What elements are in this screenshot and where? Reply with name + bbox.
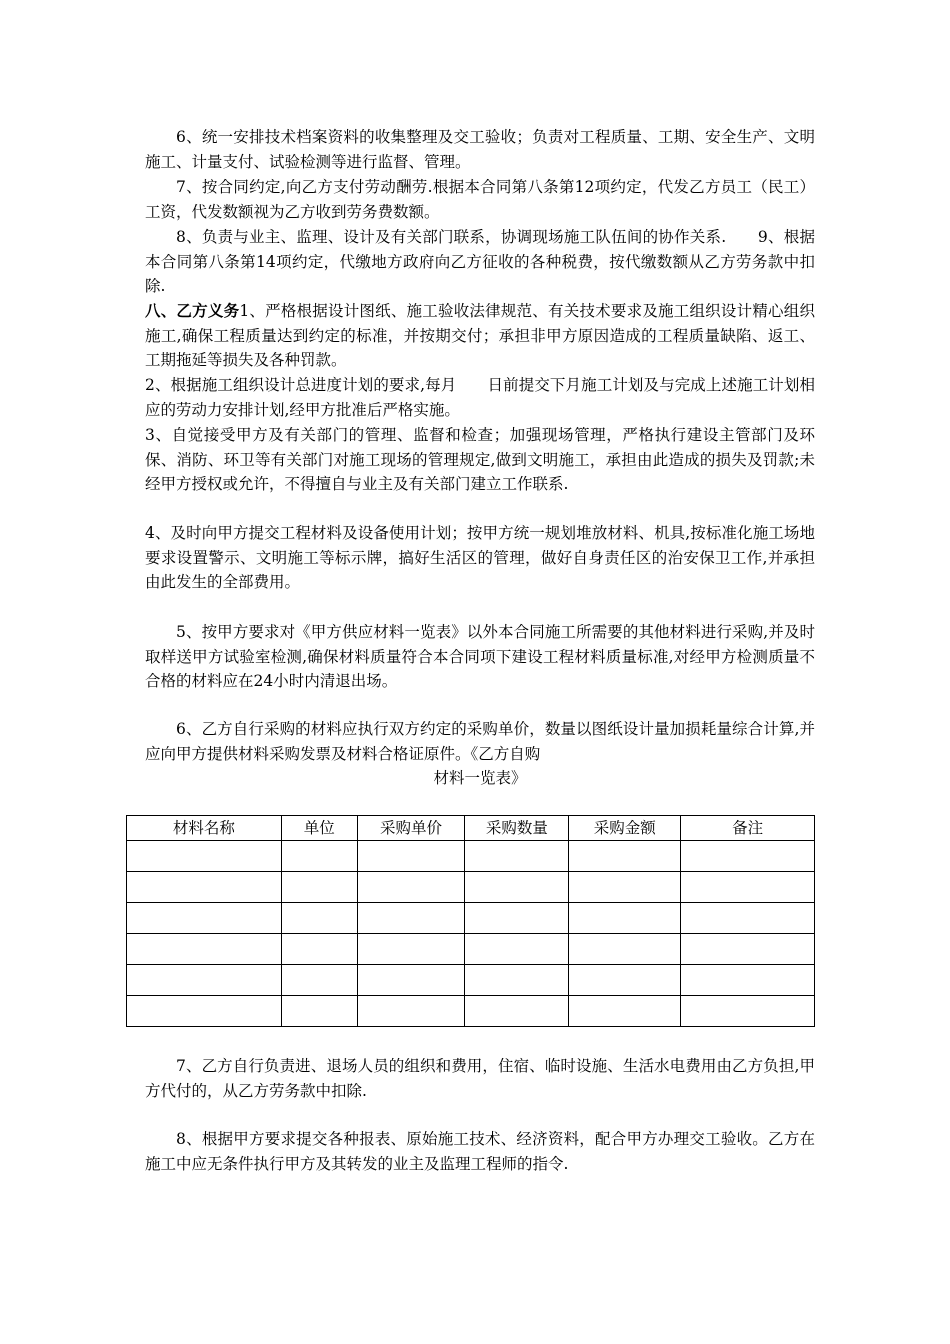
table-header-cell: 备注	[681, 816, 815, 841]
table-row	[127, 872, 815, 903]
table-cell	[681, 934, 815, 965]
table-header-cell: 单位	[281, 816, 357, 841]
table-cell	[357, 996, 465, 1027]
section-eight-item-7: 7、乙方自行负责进、退场人员的组织和费用，住宿、临时设施、生活水电费用由乙方负担,甲方代付的，从乙方劳务款中扣除.	[145, 1057, 815, 1100]
paragraph-7: 7、按合同约定,向乙方支付劳动酬劳.根据本合同第八条第12项约定，代发乙方员工（民工）工资，代发数额视为乙方收到劳务费数额。	[145, 178, 815, 221]
table-cell	[281, 841, 357, 872]
section-eight-item-4: 4、及时向甲方提交工程材料及设备使用计划；按甲方统一规划堆放材料、机具,按标准化施工场地要求设置警示、文明施工等标示牌，搞好生活区的管理，做好自身责任区的治安保卫工作,并承担由此发生的全部费用。	[145, 524, 815, 591]
table-row	[127, 841, 815, 872]
table-header-row	[127, 816, 815, 841]
table-cell	[357, 965, 465, 996]
section-eight-item-5: 5、按甲方要求对《甲方供应材料一览表》以外本合同施工所需要的其他材料进行采购,并及时取样送甲方试验室检测,确保材料质量符合本合同项下建设工程材料质量标准,对经甲方检测质量不合格的材料应在24小时内清退出场。	[145, 623, 815, 690]
table-cell	[357, 841, 465, 872]
table-header-cell: 采购金额	[569, 816, 681, 841]
table-cell	[681, 965, 815, 996]
table-row	[127, 934, 815, 965]
table-cell	[465, 841, 569, 872]
table-cell	[465, 996, 569, 1027]
paragraph-6: 6、统一安排技术档案资料的收集整理及交工验收；负责对工程质量、工期、安全生产、文明施工、计量支付、试验检测等进行监督、管理。	[145, 128, 815, 171]
table-cell	[569, 841, 681, 872]
table-cell	[569, 996, 681, 1027]
table-cell	[127, 965, 282, 996]
table-cell	[569, 903, 681, 934]
table-header-cell: 材料名称	[127, 816, 282, 841]
table-cell	[357, 872, 465, 903]
table-cell	[681, 903, 815, 934]
table-row	[127, 996, 815, 1027]
table-cell	[465, 934, 569, 965]
section-heading: 八、乙方义务	[145, 301, 240, 320]
table-cell	[281, 903, 357, 934]
table-cell	[465, 872, 569, 903]
section-eight-item-1	[145, 299, 815, 373]
table-header-cell: 采购数量	[465, 816, 569, 841]
table-cell	[569, 934, 681, 965]
table-cell	[357, 934, 465, 965]
material-table	[126, 815, 815, 1027]
section-eight-item-6-tail: 材料一览表》	[433, 769, 527, 787]
table-cell	[681, 872, 815, 903]
section-eight-item-1-text: 1、严格根据设计图纸、施工验收法律规范、有关技术要求及施工组织设计精心组织施工,确保工程质量达到约定的标准，并按期交付；承担非甲方原因造成的工程质量缺陷、返工、工期拖延等损失及各种罚款。	[145, 302, 815, 369]
table-cell	[569, 965, 681, 996]
table-cell	[681, 996, 815, 1027]
table-cell	[281, 965, 357, 996]
table-cell	[569, 872, 681, 903]
table-cell	[281, 872, 357, 903]
table-cell	[357, 903, 465, 934]
table-cell	[281, 996, 357, 1027]
table-header-cell: 采购单价	[357, 816, 465, 841]
table-cell	[127, 903, 282, 934]
table-cell	[127, 996, 282, 1027]
paragraph-8: 8、负责与业主、监理、设计及有关部门联系，协调现场施工队伍间的协作关系. 9、根据本合同第八条第14项约定，代缴地方政府向乙方征收的各种税费，按代缴数额从乙方劳务款中扣除.	[145, 228, 815, 295]
section-eight-item-8: 8、根据甲方要求提交各种报表、原始施工技术、经济资料，配合甲方办理交工验收。乙方在施工中应无条件执行甲方及其转发的业主及监理工程师的指令.	[145, 1130, 815, 1173]
table-cell	[465, 903, 569, 934]
section-eight-item-2: 2、根据施工组织设计总进度计划的要求,每月 日前提交下月施工计划及与完成上述施工计划相应的劳动力安排计划,经甲方批准后严格实施。	[145, 376, 815, 419]
section-eight-item-6: 6、乙方自行采购的材料应执行双方约定的采购单价，数量以图纸设计量加损耗量综合计算,并应向甲方提供材料采购发票及材料合格证原件。《乙方自购	[145, 720, 815, 763]
table-row	[127, 965, 815, 996]
table-cell	[681, 841, 815, 872]
table-cell	[281, 934, 357, 965]
table-row	[127, 903, 815, 934]
table-cell	[127, 934, 282, 965]
table-cell	[127, 841, 282, 872]
table-cell	[127, 872, 282, 903]
section-eight-item-3: 3、自觉接受甲方及有关部门的管理、监督和检查；加强现场管理，严格执行建设主管部门及环保、消防、环卫等有关部门对施工现场的管理规定,做到文明施工，承担由此造成的损失及罚款;未经甲方授权或允许，不得擅自与业主及有关部门建立工作联系.	[145, 426, 815, 493]
table-cell	[465, 965, 569, 996]
